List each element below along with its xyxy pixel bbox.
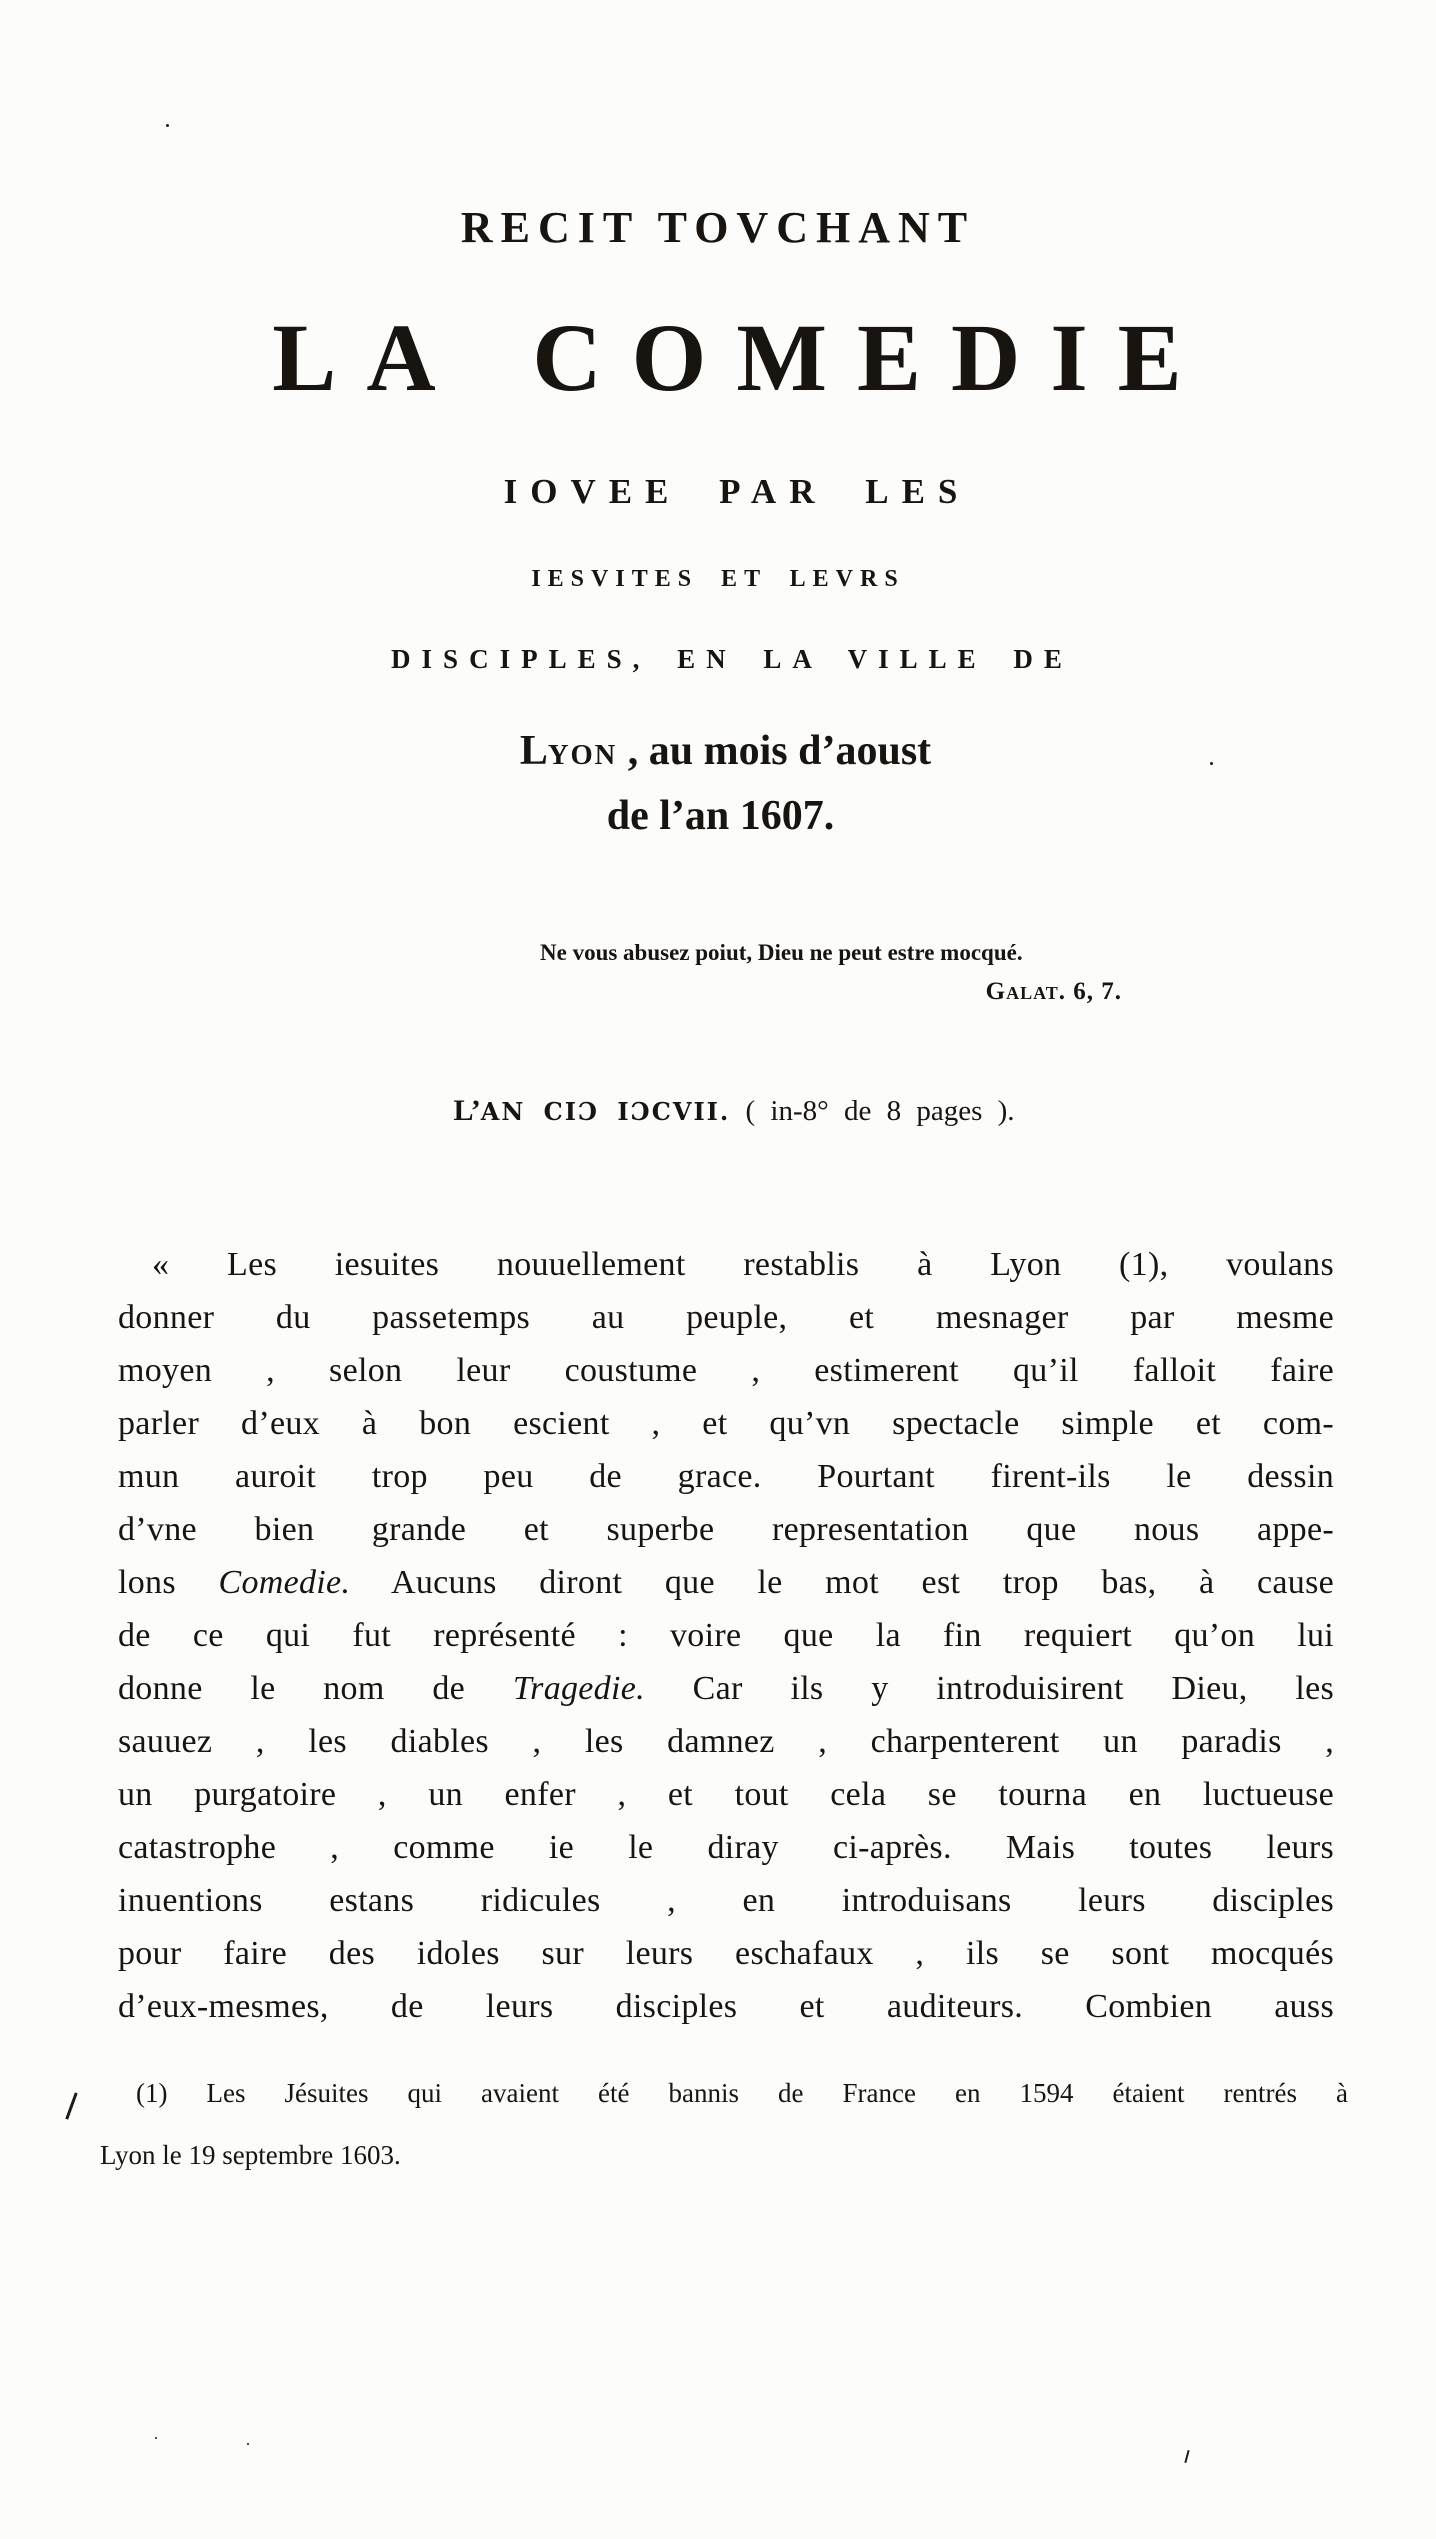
body-line: parler d’eux à bon escient , et qu’vn spectacle simple et com- xyxy=(118,1405,1334,1442)
title-disciples-ville: DISCIPLES, EN LA VILLE DE xyxy=(391,644,1073,674)
lyon-smallcaps: YON xyxy=(547,740,618,771)
imprint-line xyxy=(0,1094,1436,1128)
body-line: sauuez , les diables , les damnez , charpenterent un paradis , xyxy=(118,1723,1334,1760)
body-line: d’eux-mesmes, de leurs disciples et auditeurs. Combien auss xyxy=(118,1988,1334,2025)
title-recit-touchant: RECIT TOVCHANT xyxy=(460,203,976,252)
scan-pen-mark xyxy=(65,2092,77,2119)
body-italic-word: Tragedie. xyxy=(512,1670,645,1707)
footnote-line: (1) Les Jésuites qui avaient été bannis de France en 1594 étaient rentrés à xyxy=(136,2078,1348,2108)
body-line: de ce qui fut représenté : voire que la fin requiert qu’on lui xyxy=(118,1617,1334,1654)
epigraph-text: Ne vous abusez poiut, Dieu ne peut estre mocqué. xyxy=(540,940,1023,965)
footnote-line: Lyon le 19 septembre 1603. xyxy=(100,2140,401,2170)
body-line: inuentions estans ridicules , en introduisans leurs disciples xyxy=(118,1882,1334,1919)
body-text: donne le nom de xyxy=(118,1670,513,1707)
scan-speckle xyxy=(155,2437,157,2439)
body-text: Car ils y introduisirent Dieu, les xyxy=(644,1670,1334,1707)
body-line xyxy=(118,1556,1334,1609)
footnote-block xyxy=(100,2062,1348,2186)
scan-speckle xyxy=(1210,762,1213,765)
lyon-rest: , au mois d’aoust xyxy=(617,728,932,774)
imprint-roman-numerals: AN CIƆ IƆCVII. xyxy=(480,1097,731,1126)
title-lyon-line xyxy=(0,727,1436,775)
body-line: « Les iesuites nouuellement restablis à Lyon (1), voulans xyxy=(152,1246,1334,1283)
body-line: un purgatoire , un enfer , et tout cela se tourna en luctueuse xyxy=(118,1776,1334,1813)
body-paragraph xyxy=(118,1238,1334,2033)
body-line: mun auroit trop peu de grace. Pourtant firent-ils le dessin xyxy=(118,1458,1334,1495)
title-year-line: de l’an 1607. xyxy=(606,793,835,839)
epigraph-source: Galat. 6, 7. xyxy=(985,978,1122,1005)
body-line: donner du passetemps au peuple, et mesnager par mesme xyxy=(118,1299,1334,1336)
title-iovee-par-les: IOVEE PAR LES xyxy=(503,472,971,511)
title-la-comedie: LA COMEDIE xyxy=(272,304,1212,411)
title-iesvites-et-levrs: IESVITES ET LEVRS xyxy=(531,566,905,592)
imprint-format-note: ( in-8° de 8 pages ). xyxy=(730,1095,1015,1127)
scan-speckle xyxy=(1184,2450,1189,2463)
imprint-initial: L’ xyxy=(453,1094,481,1127)
scan-speckle xyxy=(166,124,169,127)
body-line xyxy=(118,1662,1334,1715)
body-text: Aucuns diront que le mot est trop bas, à cause xyxy=(350,1564,1334,1601)
body-italic-word: Comedie. xyxy=(218,1564,351,1601)
body-text: lons xyxy=(118,1564,219,1601)
body-line: moyen , selon leur coustume , estimerent qu’il falloit faire xyxy=(118,1352,1334,1389)
body-line: pour faire des idoles sur leurs eschafaux , ils se sont mocqués xyxy=(118,1935,1334,1972)
scan-speckle xyxy=(247,2443,249,2445)
epigraph-block xyxy=(540,940,1180,1006)
lyon-initial: L xyxy=(519,728,548,774)
body-line: d’vne bien grande et superbe representation que nous appe- xyxy=(118,1511,1334,1548)
body-line: catastrophe , comme ie le diray ci-après. Mais toutes leurs xyxy=(118,1829,1334,1866)
